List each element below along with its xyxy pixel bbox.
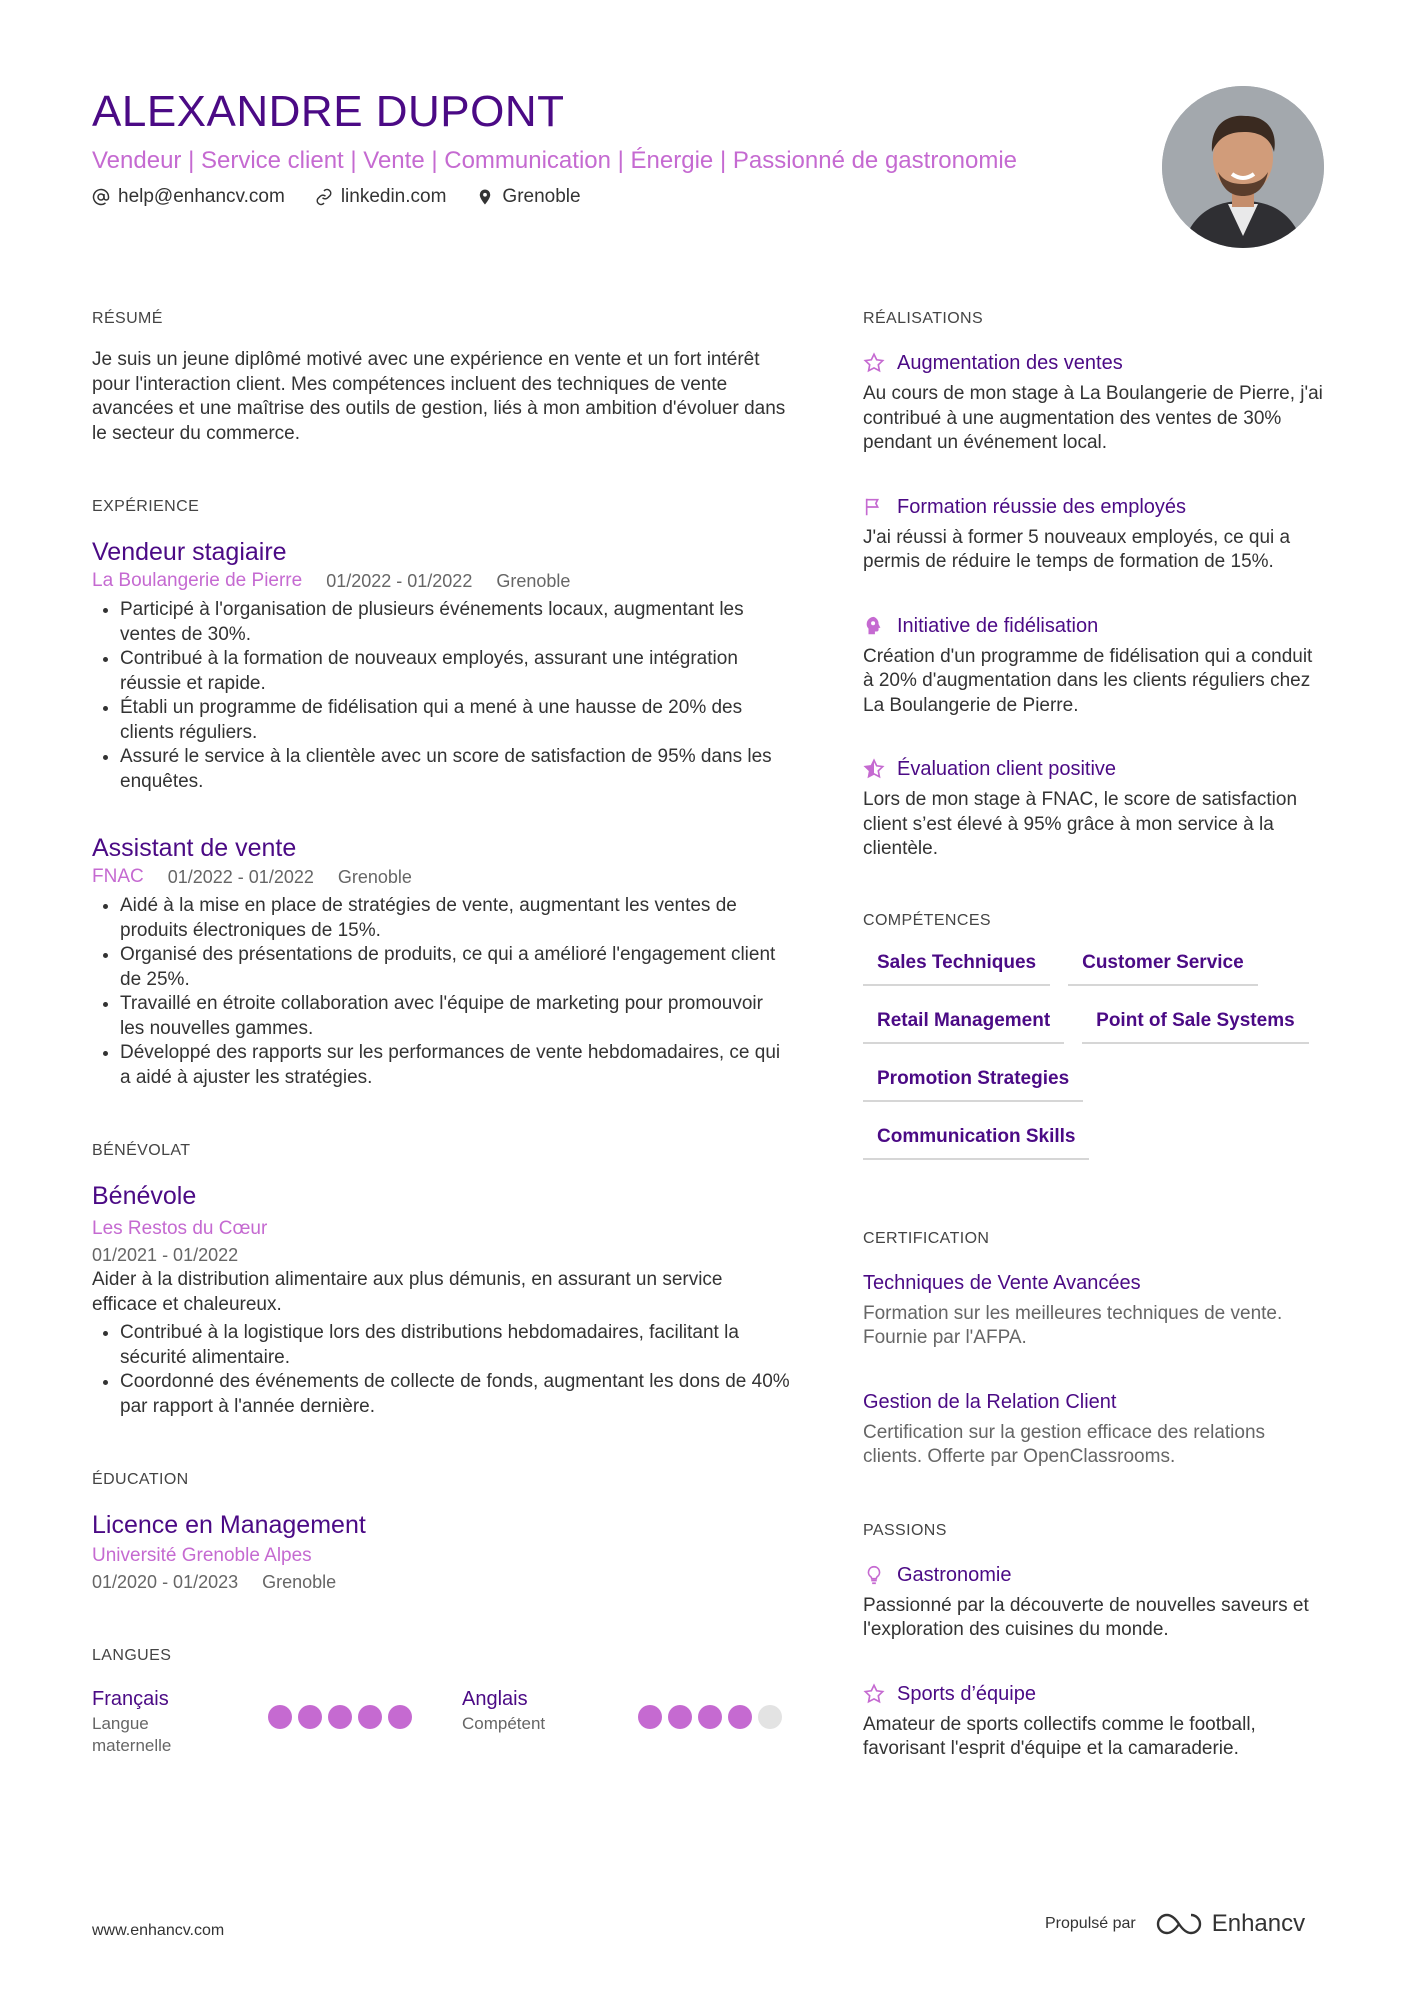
lightbulb-icon bbox=[863, 1564, 885, 1586]
skill-tag: Customer Service bbox=[1068, 950, 1258, 986]
certification-text: Formation sur les meilleures techniques de vente. Fournie par l'AFPA. bbox=[863, 1302, 1283, 1348]
language-item bbox=[462, 1685, 782, 1757]
job-company: FNAC bbox=[92, 866, 144, 887]
volunteer-dates: 01/2021 - 01/2022 bbox=[92, 1245, 239, 1265]
rating-dot-filled bbox=[268, 1705, 292, 1729]
brand-logo[interactable] bbox=[1156, 1910, 1305, 1938]
section-title-summary: RÉSUMÉ bbox=[92, 310, 163, 327]
education-school-row bbox=[92, 1543, 792, 1569]
profile-photo bbox=[1162, 86, 1324, 248]
section-title-passions: PASSIONS bbox=[863, 1521, 947, 1539]
star-outline-icon bbox=[863, 1683, 885, 1705]
rating-dot-filled bbox=[298, 1705, 322, 1729]
bullet-item: • Travaillé en étroite collaboration avec l'équipe de marketing pour promouvoir les nouvelles gammes. bbox=[120, 992, 792, 1041]
experience-section bbox=[92, 498, 792, 1090]
section-title-certification: CERTIFICATION bbox=[863, 1229, 990, 1247]
passions-section bbox=[863, 1522, 1323, 1762]
skill-tag: Sales Techniques bbox=[863, 950, 1050, 986]
candidate-name: ALEXANDRE DUPONT bbox=[92, 87, 565, 136]
flag-icon bbox=[863, 496, 885, 518]
enhancv-logo-icon bbox=[1156, 1911, 1202, 1937]
volunteer-section bbox=[92, 1142, 792, 1419]
languages-list bbox=[92, 1685, 792, 1757]
right-column bbox=[863, 310, 1323, 1814]
rating-dot-filled bbox=[358, 1705, 382, 1729]
achievement-text: Lors de mon stage à FNAC, le score de satisfaction client s’est élevé à 95% grâce à mon service à la clientèle. bbox=[863, 789, 1298, 859]
achievement-text: Création d'un programme de fidélisation qui a conduit à 20% d'augmentation dans les clients réguliers chez La Boulangerie de Pierre. bbox=[863, 645, 1313, 716]
achievement-text: Au cours de mon stage à La Boulangerie de Pierre, j'ai contribué à une augmentation des ventes de 30% pendant un événement local. bbox=[863, 383, 1323, 453]
achievement-item bbox=[863, 492, 1323, 575]
skill-tag: Promotion Strategies bbox=[863, 1066, 1083, 1102]
certification-section bbox=[863, 1230, 1323, 1470]
language-rating bbox=[268, 1705, 412, 1757]
skills-list bbox=[863, 950, 1333, 1160]
volunteer-dates-row bbox=[92, 1242, 792, 1268]
language-item bbox=[92, 1685, 412, 1757]
bullet-item: • Coordonné des événements de collecte de fonds, augmentant les dons de 40% par rapport à l'année dernière. bbox=[120, 1370, 792, 1419]
email-text: help@enhancv.com bbox=[118, 186, 285, 207]
job-entry bbox=[92, 536, 792, 794]
bullet-item: • Établi un programme de fidélisation qui a mené à une hausse de 20% des clients réguliers. bbox=[120, 696, 792, 745]
volunteer-org: Les Restos du Cœur bbox=[92, 1218, 268, 1239]
location-pin-icon bbox=[476, 188, 494, 206]
languages-section bbox=[92, 1647, 792, 1757]
achievement-title: Augmentation des ventes bbox=[897, 352, 1123, 374]
summary-text: Je suis un jeune diplômé motivé avec une expérience en vente et un fort intérêt pour l'interaction client. Mes compétences incluent des techniques de vente avancées et une maîtrise des outils de gestion, liés à mon ambition d'évoluer dans le secteur du commerce. bbox=[92, 349, 786, 444]
rating-dot-filled bbox=[698, 1705, 722, 1729]
section-title-education: ÉDUCATION bbox=[92, 1471, 189, 1488]
link-icon bbox=[315, 188, 333, 206]
job-entry bbox=[92, 832, 792, 1090]
achievement-text: J'ai réussi à former 5 nouveaux employés, ce qui a permis de réduire le temps de formation de 15%. bbox=[863, 526, 1291, 572]
section-title-achievements: RÉALISATIONS bbox=[863, 310, 984, 327]
skills-section bbox=[863, 912, 1323, 1160]
volunteer-role: Bénévole bbox=[92, 1182, 197, 1210]
language-name: Français bbox=[92, 1688, 169, 1710]
bullet-item: • Contribué à la formation de nouveaux employés, assurant une intégration réussie et rapide. bbox=[120, 647, 792, 696]
brand-name: Enhancv bbox=[1211, 1910, 1306, 1937]
bullet-item: • Contribué à la logistique lors des distributions hebdomadaires, facilitant la sécurité alimentaire. bbox=[120, 1321, 792, 1370]
job-company: La Boulangerie de Pierre bbox=[92, 570, 303, 591]
passion-title: Sports d’équipe bbox=[897, 1682, 1036, 1705]
job-bullets bbox=[92, 894, 792, 1090]
achievement-title: Initiative de fidélisation bbox=[897, 614, 1099, 637]
job-location: Grenoble bbox=[337, 867, 412, 887]
bullet-item: • Organisé des présentations de produits, ce qui a amélioré l'engagement client de 25%. bbox=[120, 943, 792, 992]
certification-title: Gestion de la Relation Client bbox=[863, 1390, 1117, 1413]
summary-section bbox=[92, 310, 792, 446]
avatar bbox=[1162, 86, 1324, 248]
linkedin-text: linkedin.com bbox=[340, 186, 447, 207]
skill-tag: Retail Management bbox=[863, 1008, 1064, 1044]
certification-item bbox=[863, 1268, 1323, 1351]
section-title-skills: COMPÉTENCES bbox=[863, 911, 991, 929]
rating-dot-filled bbox=[388, 1705, 412, 1729]
footer-website[interactable]: www.enhancv.com bbox=[92, 1922, 225, 1939]
volunteer-org-row bbox=[92, 1216, 792, 1242]
rating-dot-filled bbox=[638, 1705, 662, 1729]
language-level: Langue maternelle bbox=[92, 1714, 172, 1755]
star-half-icon bbox=[863, 758, 885, 780]
bullet-item: • Développé des rapports sur les performances de vente hebdomadaires, ce qui a aidé à ajuster les stratégies. bbox=[120, 1041, 792, 1090]
achievement-item bbox=[863, 611, 1323, 719]
location-text: Grenoble bbox=[502, 186, 581, 207]
left-column bbox=[92, 310, 792, 1809]
job-role: Vendeur stagiaire bbox=[92, 538, 287, 566]
contact-location bbox=[476, 186, 580, 208]
at-icon bbox=[92, 188, 110, 206]
education-degree: Licence en Management bbox=[92, 1511, 366, 1539]
passion-title: Gastronomie bbox=[897, 1563, 1012, 1586]
education-section bbox=[92, 1471, 792, 1595]
achievement-title: Formation réussie des employés bbox=[897, 495, 1187, 518]
achievement-item bbox=[863, 754, 1323, 862]
achievements-section bbox=[863, 310, 1323, 862]
section-title-languages: LANGUES bbox=[92, 1647, 172, 1664]
passion-text: Passionné par la découverte de nouvelles saveurs et l'exploration des cuisines du monde. bbox=[863, 1594, 1309, 1640]
job-meta bbox=[92, 864, 792, 890]
contact-row bbox=[92, 186, 1142, 208]
certification-title: Techniques de Vente Avancées bbox=[863, 1271, 1141, 1294]
rating-dot-filled bbox=[728, 1705, 752, 1729]
resume-header bbox=[92, 82, 1142, 208]
certification-item bbox=[863, 1387, 1323, 1470]
language-name: Anglais bbox=[462, 1688, 528, 1710]
achievement-item bbox=[863, 348, 1323, 456]
passion-text: Amateur de sports collectifs comme le football, favorisant l'esprit d'équipe et la camaraderie. bbox=[863, 1713, 1256, 1759]
job-meta bbox=[92, 568, 792, 594]
rating-dot-filled bbox=[328, 1705, 352, 1729]
rating-dot-empty bbox=[758, 1705, 782, 1729]
section-title-volunteer: BÉNÉVOLAT bbox=[92, 1142, 191, 1159]
footer-branding bbox=[1045, 1910, 1305, 1938]
skill-tag: Point of Sale Systems bbox=[1082, 1008, 1309, 1044]
job-location: Grenoble bbox=[496, 571, 571, 591]
job-dates: 01/2022 - 01/2022 bbox=[167, 867, 314, 887]
education-school: Université Grenoble Alpes bbox=[92, 1545, 312, 1566]
rating-dot-filled bbox=[668, 1705, 692, 1729]
contact-linkedin[interactable] bbox=[315, 186, 447, 208]
star-outline-icon bbox=[863, 352, 885, 374]
language-rating bbox=[638, 1705, 782, 1757]
job-role: Assistant de vente bbox=[92, 834, 297, 862]
headline: Vendeur | Service client | Vente | Communication | Énergie | Passionné de gastronomie bbox=[92, 147, 1018, 174]
passion-item bbox=[863, 1679, 1323, 1762]
education-location: Grenoble bbox=[262, 1572, 337, 1592]
passion-item bbox=[863, 1560, 1323, 1643]
volunteer-bullets bbox=[92, 1321, 792, 1419]
language-level: Compétent bbox=[462, 1714, 546, 1733]
bullet-item: • Assuré le service à la clientèle avec un score de satisfaction de 95% dans les enquêtes. bbox=[120, 745, 792, 794]
bullet-item: • Participé à l'organisation de plusieurs événements locaux, augmentant les ventes de 30%. bbox=[120, 598, 792, 647]
certification-text: Certification sur la gestion efficace des relations clients. Offerte par OpenClassrooms. bbox=[863, 1421, 1266, 1467]
volunteer-description: Aider à la distribution alimentaire aux plus démunis, en assurant un service efficace et chaleureux. bbox=[92, 1269, 723, 1315]
head-idea-icon bbox=[863, 615, 885, 637]
education-dates: 01/2020 - 01/2023 bbox=[92, 1572, 239, 1592]
contact-email[interactable] bbox=[92, 186, 285, 208]
powered-by-text: Propulsé par bbox=[1045, 1915, 1136, 1932]
achievement-title: Évaluation client positive bbox=[897, 758, 1117, 780]
bullet-item: • Aidé à la mise en place de stratégies de vente, augmentant les ventes de produits électroniques de 15%. bbox=[120, 894, 792, 943]
education-meta bbox=[92, 1569, 792, 1595]
job-dates: 01/2022 - 01/2022 bbox=[326, 571, 473, 591]
job-bullets bbox=[92, 598, 792, 794]
section-title-experience: EXPÉRIENCE bbox=[92, 498, 200, 515]
skill-tag: Communication Skills bbox=[863, 1124, 1089, 1160]
